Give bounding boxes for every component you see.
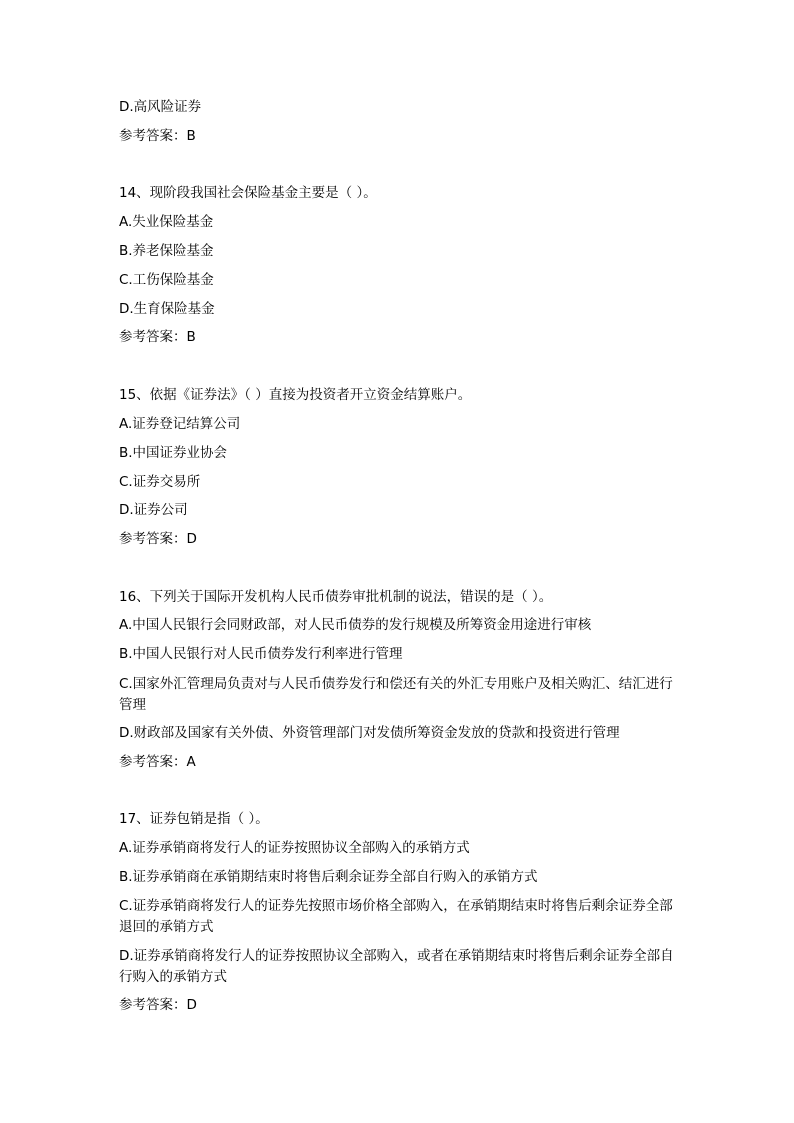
question-15-option-b: B.中国证券业协会: [119, 445, 228, 461]
question-16-stem: 16、下列关于国际开发机构人民币债券审批机制的说法，错误的是（ ）。: [119, 589, 553, 605]
question-15-option-d: D.证券公司: [119, 502, 188, 518]
question-16-option-b: B.中国人民银行对人民币债券发行利率进行管理: [119, 646, 403, 662]
question-14-option-d: D.生育保险基金: [119, 301, 215, 317]
question-15-option-c: C.证券交易所: [119, 474, 201, 490]
question-16-option-d: D.财政部及国家有关外债、外资管理部门对发债所筹资金发放的贷款和投资进行管理: [119, 725, 620, 741]
question-17-stem: 17、证券包销是指（ ）。: [119, 811, 269, 827]
question-17-answer: 参考答案：D: [119, 997, 197, 1013]
question-14-stem: 14、现阶段我国社会保险基金主要是（ ）。: [119, 185, 377, 201]
question-14-option-a: A.失业保险基金: [119, 214, 214, 230]
question-15-answer: 参考答案：D: [119, 531, 197, 547]
question-15-stem: 15、依据《证券法》（ ）直接为投资者开立资金结算账户。: [119, 387, 472, 403]
question-16-option-c: C.国家外汇管理局负责对与人民币债券发行和偿还有关的外汇专用账户及相关购汇、结汇进行管理: [119, 676, 673, 713]
question-14-option-b: B.养老保险基金: [119, 243, 214, 259]
question-17-option-a: A.证券承销商将发行人的证券按照协议全部购入的承销方式: [119, 840, 470, 856]
answer-line: 参考答案：B: [119, 128, 196, 144]
question-17-option-c: C.证券承销商将发行人的证券先按照市场价格全部购入，在承销期结束时将售后剩余证券全部退回的承销方式: [119, 898, 673, 935]
option-d: D.高风险证券: [119, 99, 202, 115]
question-17-option-b: B.证券承销商在承销期结束时将售后剩余证券全部自行购入的承销方式: [119, 869, 538, 885]
question-15-option-a: A.证券登记结算公司: [119, 416, 241, 432]
question-14-option-c: C.工伤保险基金: [119, 272, 214, 288]
question-17-option-d: D.证券承销商将发行人的证券按照协议全部购入，或者在承销期结束时将售后剩余证券全部自行购入的承销方式: [119, 948, 674, 985]
question-16-answer: 参考答案：A: [119, 754, 196, 770]
question-14-answer: 参考答案：B: [119, 329, 196, 345]
question-16-option-a: A.中国人民银行会同财政部，对人民币债券的发行规模及所筹资金用途进行审核: [119, 617, 592, 633]
